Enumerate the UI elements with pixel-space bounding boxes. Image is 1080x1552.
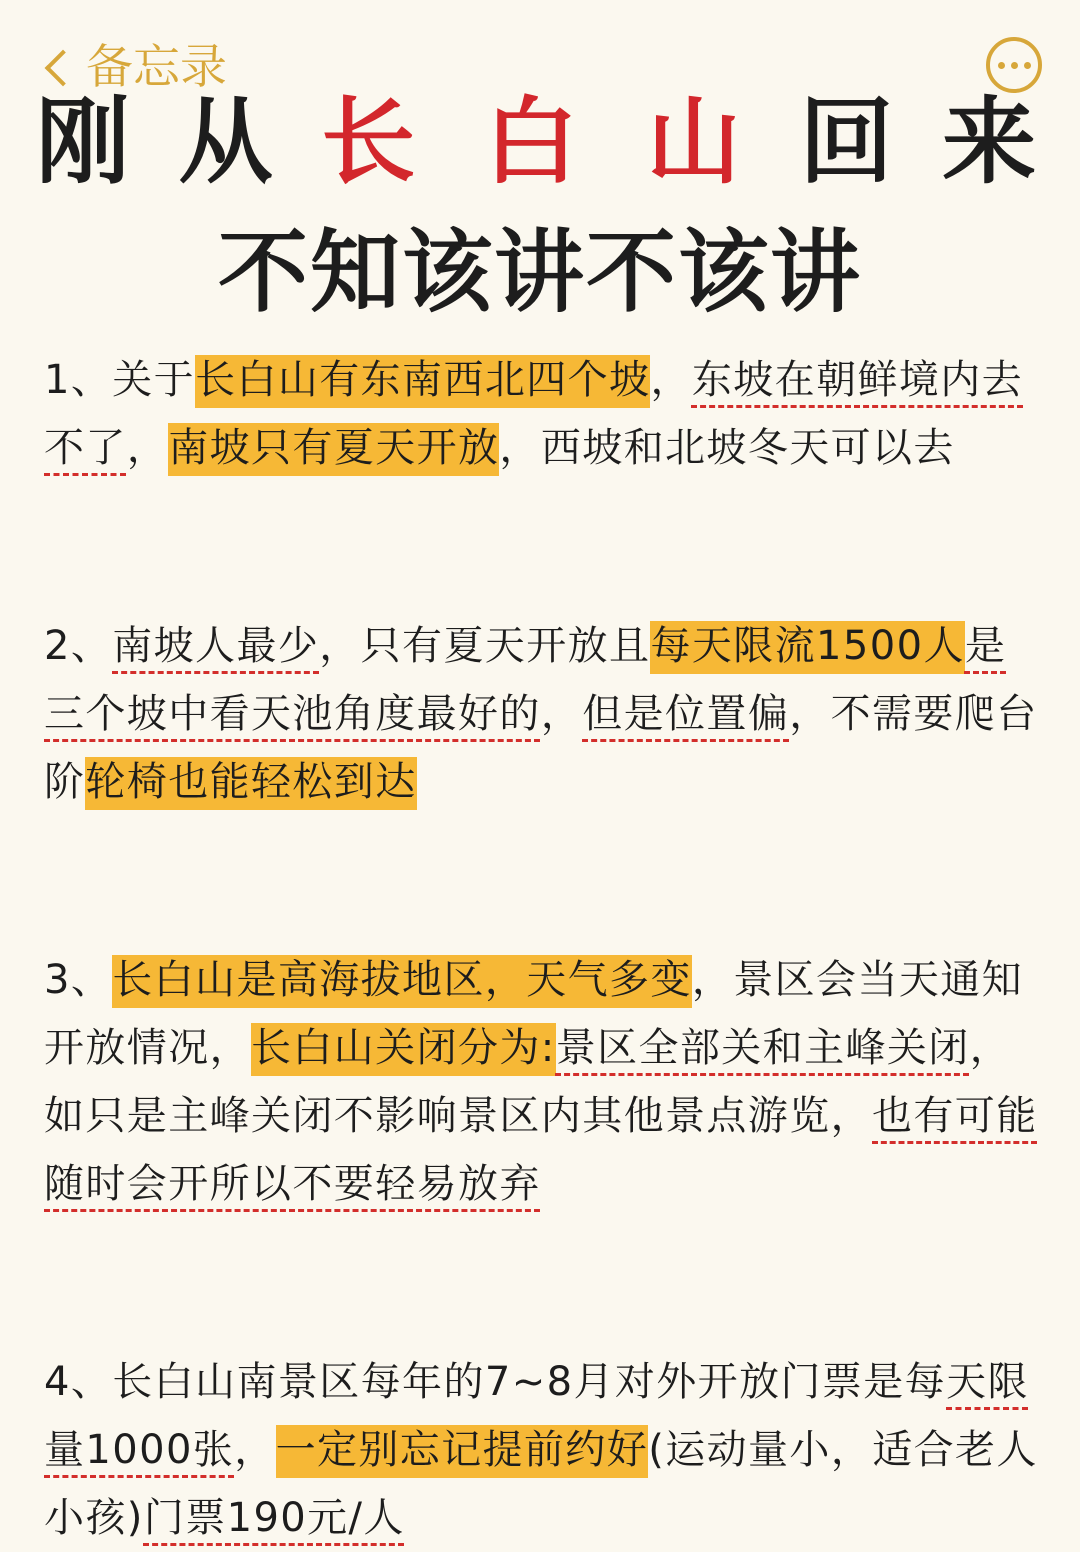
highlighted-text: 长白山关闭分为: <box>251 1023 556 1076</box>
title-highlight: 长 白 山 <box>321 88 759 197</box>
underlined-text: 景区全部关和主峰关闭 <box>555 1025 970 1071</box>
paragraph-text: 1、关于 <box>44 357 196 403</box>
highlighted-text: 长白山有东南西北四个坡 <box>195 355 650 408</box>
highlighted-text: 南坡只有夏天开放 <box>168 423 499 476</box>
paragraph-text: ，只有夏天开放且 <box>319 623 651 669</box>
more-dots-icon <box>1011 62 1018 69</box>
paragraph-text: ， <box>650 357 692 403</box>
paragraph-text: ，景区会当天通知开放情况， <box>44 957 1024 1071</box>
underlined-text: 东坡在朝鲜境内去不了 <box>44 357 1024 471</box>
title-line-1 <box>0 88 1080 197</box>
note-paragraph <box>44 346 1040 482</box>
paragraph-text: 4、长白山南景区每年的7~8月对外开放门票是每 <box>44 1359 947 1405</box>
back-label: 备忘录 <box>86 40 227 95</box>
paragraph-text: 3、 <box>44 957 113 1003</box>
more-button[interactable] <box>986 37 1042 93</box>
note-paragraph <box>44 946 1040 1218</box>
paragraph-text: ，如只是主峰关闭不影响景区内其他景点游览， <box>44 1025 1012 1139</box>
note-paragraph <box>44 1348 1040 1552</box>
highlighted-text: 长白山是高海拔地区，天气多变 <box>112 955 692 1008</box>
paragraph-text: (运动量小，适合老人小孩) <box>44 1427 1038 1541</box>
note-paragraph <box>44 612 1040 816</box>
title-line-2: 不知该讲不该讲 <box>218 220 862 325</box>
title-suffix: 回 来 <box>758 88 1045 197</box>
paragraph-text: ， <box>234 1427 276 1473</box>
highlighted-text: 每天限流1500人 <box>650 621 964 674</box>
underlined-text: 门票190元/人 <box>143 1495 405 1541</box>
underlined-text: 天限量1000张 <box>44 1359 1029 1473</box>
title-prefix: 刚 从 <box>35 88 322 197</box>
underlined-text: 也有可能随时会开所以不要轻易放弃 <box>44 1093 1038 1207</box>
paragraph-text: ，西坡和北坡冬天可以去 <box>499 425 955 471</box>
underlined-text: 南坡人最少 <box>112 623 320 669</box>
paragraph-text: 2、 <box>44 623 113 669</box>
note-content <box>44 346 1040 1552</box>
paragraph-text: ， <box>126 425 169 471</box>
paragraph-text: ，不需要爬台阶 <box>44 691 1038 805</box>
highlighted-text: 一定别忘记提前约好 <box>276 1425 649 1478</box>
paragraph-text: ， <box>540 691 583 737</box>
chevron-left-icon <box>45 50 82 87</box>
highlighted-text: 轮椅也能轻松到达 <box>85 757 416 810</box>
more-dots-icon <box>1024 62 1031 69</box>
underlined-text: 是三个坡中看天池角度最好的 <box>44 623 1007 737</box>
more-dots-icon <box>998 62 1005 69</box>
underlined-text: 但是位置偏 <box>582 691 790 737</box>
